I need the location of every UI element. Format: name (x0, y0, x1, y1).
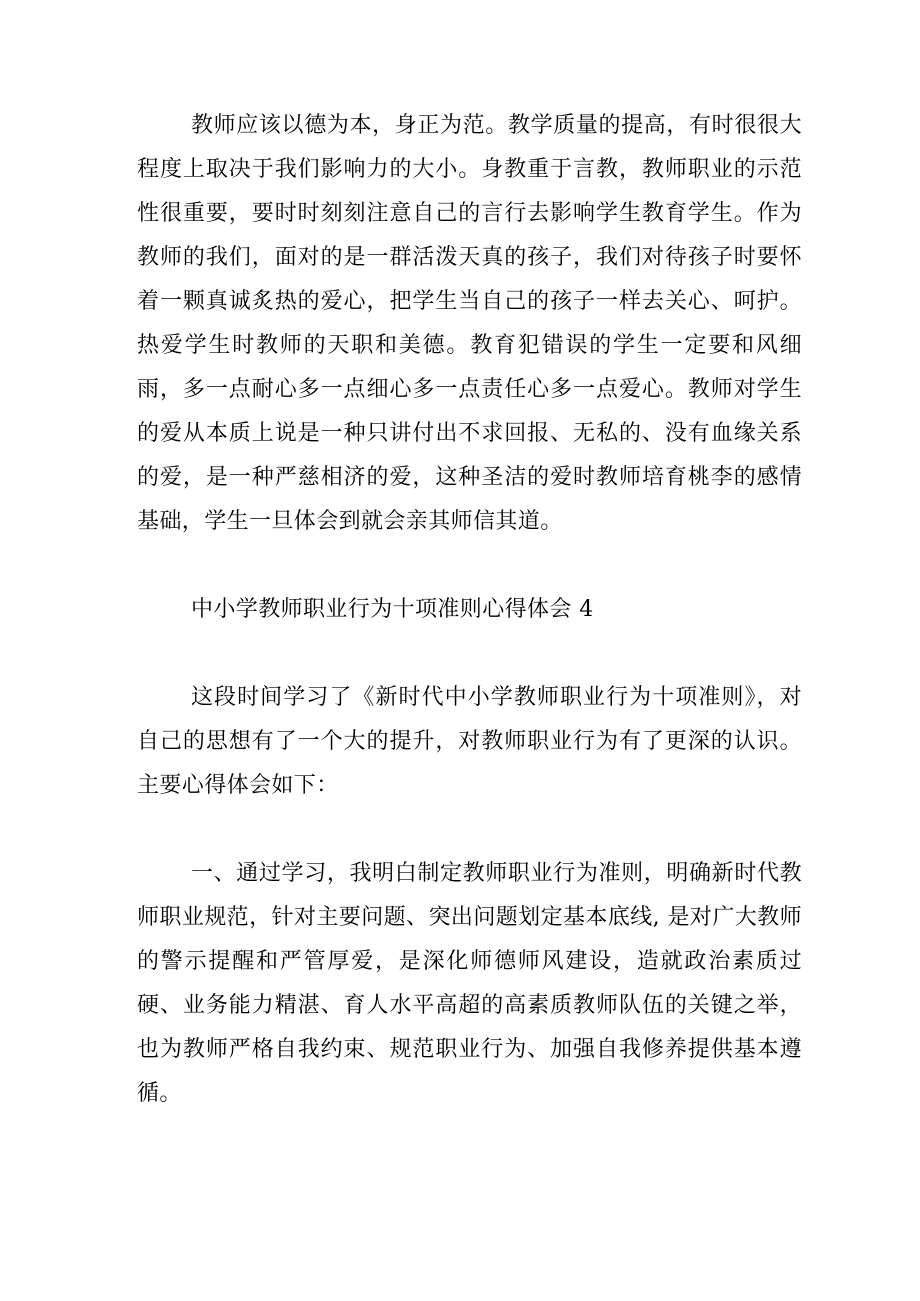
paragraph-study-intro: 这段时间学习了《新时代中小学教师职业行为十项准则》，对自己的思想有了一个大的提升，对教师职业行为有了更深的认识。主要心得体会如下： (137, 685, 802, 798)
paragraph-spacer (137, 544, 802, 588)
paragraph-point-one: 一、通过学习，我明白制定教师职业行为准则，明确新时代教师职业规范，针对主要问题、突出问题划定基本底线, 是对广大教师的警示提醒和严管厚爱，是深化师德师风建设，造就政治素质过硬、业务能力精湛、育人水平高超的高素质教师队伍的关键之举，也为教师严格自我约束、规范职业行为、加强自我修养提供基本遵循。 (137, 861, 802, 1106)
paragraph-spacer (137, 808, 802, 852)
section-heading: 中小学教师职业行为十项准则心得体会 4 (191, 597, 594, 622)
document-body (137, 104, 802, 1116)
paragraph-spacer (137, 632, 802, 676)
paragraph-teacher-virtue: 教师应该以德为本，身正为范。教学质量的提高，有时很很大程度上取决于我们影响力的大小。身教重于言教，教师职业的示范性很重要，要时时刻刻注意自己的言行去影响学生教育学生。作为教师的我们，面对的是一群活泼天真的孩子，我们对待孩子时要怀着一颗真诚炙热的爱心，把学生当自己的孩子一样去关心、呵护。热爱学生时教师的天职和美德。教育犯错误的学生一定要和风细雨，多一点耐心多一点细心多一点责任心多一点爱心。教师对学生的爱从本质上说是一种只讲付出不求回报、无私的、没有血缘关系的爱，是一种严慈相济的爱，这种圣洁的爱时教师培育桃李的感情基础，学生一旦体会到就会亲其师信其道。 (137, 113, 802, 534)
